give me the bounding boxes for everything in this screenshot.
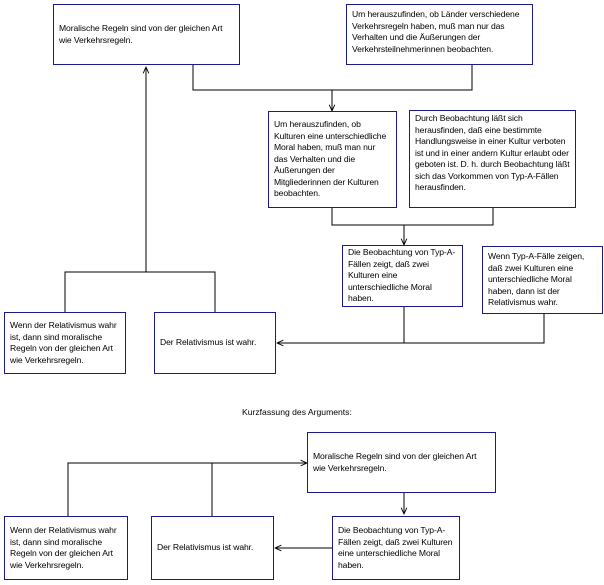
- box-premise-beobachtung: [409, 110, 576, 208]
- box-relativism-true-text: Der Relativismus ist wahr.: [160, 337, 257, 348]
- box-premise-kulturen: [268, 111, 397, 208]
- box-premise-laender-text: Um herauszufinden, ob Länder verschiedene Verkehrsregeln haben, muß man nur das Verhalten und die Äußerungen der Verkehrsteilnehmerinnen beobachten.: [352, 9, 520, 54]
- box-left-conditional-text: Wenn der Relativismus wahr ist, dann sind moralische Regeln von der gleichen Art wie Verkehrsregeln.: [10, 320, 117, 365]
- summary-caption: Kurzfassung des Arguments:: [242, 407, 352, 417]
- box-conclusion-text: Moralische Regeln sind von der gleichen Art wie Verkehrsregeln.: [59, 23, 223, 45]
- box-relativism-true: [154, 312, 276, 374]
- summary-box-conclusion-text: Moralische Regeln sind von der gleichen Art wie Verkehrsregeln.: [313, 451, 477, 473]
- box-premise-kulturen-text: Um herauszufinden, ob Kulturen eine unterschiedliche Moral haben, muß man nur das Verhalten und die Äußerungen der Mitgliederinnen der Kulturen beobachten.: [274, 119, 387, 199]
- box-typA-observation-text: Die Beobachtung von Typ-A-Fällen zeigt, daß zwei Kulturen eine unterschiedliche Moral haben.: [348, 247, 456, 304]
- box-premise-laender: [346, 4, 533, 65]
- summary-box-relativism-true: [151, 516, 274, 580]
- connector-top-premises: [193, 65, 472, 90]
- box-premise-beobachtung-text: Durch Beobachtung läßt sich herausfinden, daß eine bestimmte Handlungsweise in einer Kultur verboten ist und in einer andern Kultur erlaubt oder geboten ist. D. h. durch Beobachtung läßt sich das Vorkommen von Typ-A-Fällen herausfinden.: [415, 113, 570, 192]
- summary-connector-left: [68, 463, 212, 516]
- summary-box-relativism-true-text: Der Relativismus ist wahr.: [157, 542, 254, 553]
- box-typA-observation: [342, 245, 463, 307]
- summary-box-left-conditional-text: Wenn der Relativismus wahr ist, dann sind moralische Regeln von der gleichen Art wie Verkehrsregeln.: [10, 525, 117, 570]
- box-typA-conditional: [482, 246, 603, 314]
- box-typA-conditional-text: Wenn Typ-A-Fälle zeigen, daß zwei Kulturen eine unterschiedliche Moral haben, dann ist der Relativismus wahr.: [488, 251, 585, 308]
- box-left-conditional: [4, 312, 126, 374]
- connector-mid-premises: [332, 208, 493, 225]
- connector-left-premises: [65, 272, 215, 312]
- summary-box-conclusion: [307, 432, 496, 493]
- summary-box-left-conditional: [4, 516, 128, 580]
- summary-box-typA-observation-text: Die Beobachtung von Typ-A-Fällen zeigt, daß zwei Kulturen eine unterschiedliche Moral haben.: [338, 525, 453, 570]
- box-conclusion: [53, 4, 240, 65]
- summary-box-typA-observation: [332, 516, 460, 580]
